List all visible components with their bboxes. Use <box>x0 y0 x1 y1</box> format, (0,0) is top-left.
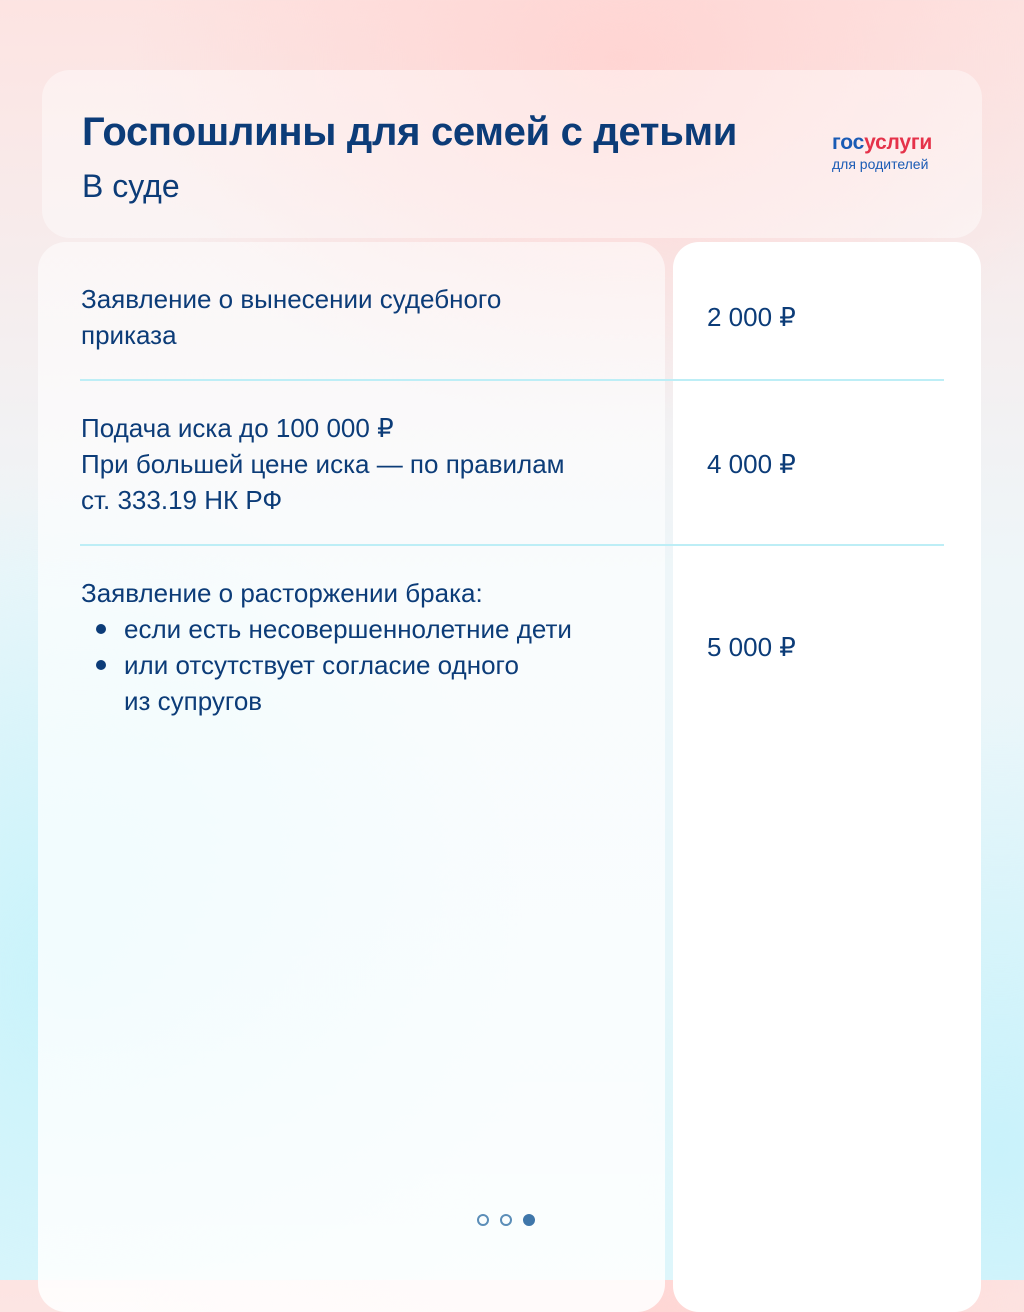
bullet-dot <box>96 660 106 670</box>
page-title: Госпошлины для семей с детьми <box>82 110 738 154</box>
fee-prices-card <box>673 242 981 1312</box>
fee-row-2-line-3: ст. 333.19 НК РФ <box>81 485 283 515</box>
logo-wordmark <box>832 131 932 155</box>
fee-row-3-price: 5 000 ₽ <box>707 632 796 662</box>
gosuslugi-logo <box>832 131 932 172</box>
page-dot-2[interactable] <box>500 1214 512 1226</box>
logo-word-part2: услуги <box>864 131 933 154</box>
row-divider <box>80 544 944 546</box>
fee-row-2-line-2: При большей цене иска — по правилам <box>81 449 565 479</box>
fee-row-3-bullet-list <box>81 611 641 719</box>
fee-row-1-line-2: приказа <box>81 320 177 350</box>
fee-row-1-description <box>81 281 641 353</box>
bullet-item <box>81 647 641 719</box>
page-subtitle: В суде <box>82 168 180 204</box>
fee-row-1-price: 2 000 ₽ <box>707 302 796 332</box>
bullet-2-line-1: или отсутствует согласие одного <box>124 650 519 680</box>
fee-row-1-line-1: Заявление о вынесении судебного <box>81 284 502 314</box>
fee-row-2-description <box>81 410 641 518</box>
logo-word-part1: гос <box>832 131 865 154</box>
fee-row-3-description <box>81 575 641 719</box>
page-dot-3-active[interactable] <box>523 1214 535 1226</box>
bullet-dot <box>96 624 106 634</box>
bullet-1-line-1: если есть несовершеннолетние дети <box>124 614 572 644</box>
row-divider <box>80 379 944 381</box>
bullet-item <box>81 611 641 647</box>
pagination-dots <box>477 1214 535 1226</box>
fee-row-2-price: 4 000 ₽ <box>707 449 796 479</box>
fee-descriptions-card <box>38 242 665 1312</box>
fee-row-2-line-1: Подача иска до 100 000 ₽ <box>81 413 394 443</box>
fee-row-3-intro: Заявление о расторжении брака: <box>81 578 483 608</box>
bullet-2-line-2: из супругов <box>124 686 263 716</box>
logo-tagline: для родителей <box>832 156 929 172</box>
page-dot-1[interactable] <box>477 1214 489 1226</box>
